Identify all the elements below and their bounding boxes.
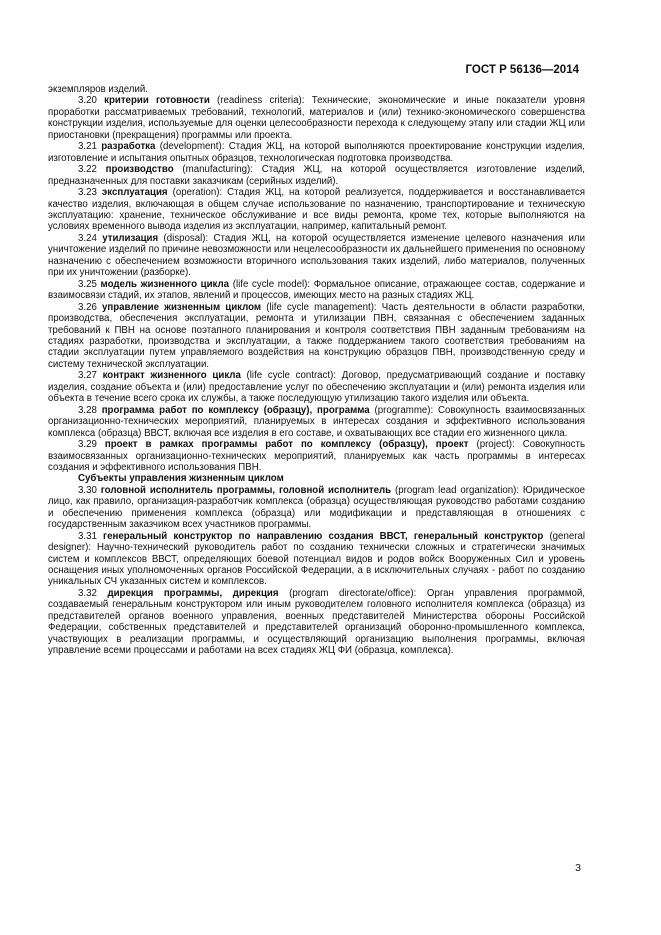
continuation-text: экземпляров изделий. xyxy=(48,84,148,95)
term-name: критерии готовности xyxy=(104,95,210,107)
term-number: 3.28 xyxy=(78,404,97,416)
term-definition xyxy=(48,439,585,473)
term-definition xyxy=(48,485,585,531)
term-text: (manufacturing): Стадия ЖЦ, на которой осуществляется изготовление изделий, предназначенных для поставки заказчикам (серийных изделий). xyxy=(48,164,585,187)
term-name: проект в рамках программы работ по комплексу (образцу), проект xyxy=(104,439,469,451)
term-name: производство xyxy=(105,164,174,176)
term-number: 3.21 xyxy=(78,141,97,153)
term-name: разработка xyxy=(101,141,156,153)
term-text: (program lead organization): Юридическое лицо, как правило, организация-разработчик комплекса (образца) осуществляющая руководство работами созданию и обеспечению применения комплекса (образца) или модификации и представляющая в отношениях с государственным заказчиком всех участников программы. xyxy=(48,484,585,531)
term-text: (operation): Стадия ЖЦ, на которой реализуется, поддерживается и восстанавливается качество изделия, включающая в общем случае использование по назначению, транспортирование и техническую эксплуатацию: хранение, техническое обслуживание и все виды ремонта, кроме тех, которые выполняются на условиях временного вывода изделия из эксплуатации, например, капитальный ремонт. xyxy=(48,187,585,233)
term-number: 3.30 xyxy=(78,484,97,496)
term-number: 3.27 xyxy=(78,370,97,382)
term-name: эксплуатация xyxy=(101,187,168,199)
terms-list-b xyxy=(48,485,585,657)
term-text: (life cycle contract): Договор, предусматривающий создание и поставку изделия, создание объекта и (или) предоставление услуг по обеспечению эксплуатации и (или) ремонта изделия или объекта в течение всего срока их службы, а также последующую утилизацию такого изделия или объекта. xyxy=(48,370,585,405)
document-body xyxy=(48,84,585,657)
term-definition xyxy=(48,141,585,164)
term-text: (life cycle management): Часть деятельности в области разработки, производства, обеспечения эксплуатации, ремонта и утилизации ПВН, связанная с обеспечением заданных требований к ПВН на основе поэтапного планирования и контроля соответствия ПВН заданным требованиям на стадиях разработки, производства и эксплуатации, а также поддержанием такого соответствия требованиям на стадии эксплуатации путем управляемого воздействия на конструкцию образцов ПВН, производственную среду и систему технической эксплуатации. xyxy=(48,301,585,370)
term-number: 3.29 xyxy=(78,439,97,451)
term-name: модель жизненного цикла xyxy=(100,278,230,290)
term-definition xyxy=(48,164,585,187)
term-text: (readiness criteria): Технические, экономические и иные показатели уровня проработки рассматриваемых требований, технологий, материалов и (или) технико-экономического совершенства конструкции изделия, используемые для оценки целесообразности перехода к следующему этапу или стадии ЖЦ или приостановки (прекращения) программы или проекта. xyxy=(48,95,585,141)
term-number: 3.25 xyxy=(78,278,97,290)
term-text: (programme): Совокупность взаимосвязанных организационно-технических мероприятий, планируемых в интересах создания и эффективного использования комплекса (образца) ВВСТ, включая все изделия в его составе, и охватывающих все стадии его жизненного цикла. xyxy=(48,404,585,439)
term-text: (program directorate/office): Орган управления программой, создаваемый генеральным конструктором или иным руководителем головного исполнителя комплекса (образца) из представителей органов военного управления, военных представителей Министерства обороны Российской Федерации, собственных представителей и представителей организаций оборонно-промышленного комплекса, участвующих в реализации программы, и осуществляющий организацию выполнения программы, включая управление всеми процессами и работами на всех стадиях ЖЦ ФИ (образца, комплекса). xyxy=(48,587,585,657)
term-definition xyxy=(48,531,585,588)
term-name: программа работ по комплексу (образцу), программа xyxy=(101,404,370,416)
term-definition xyxy=(48,588,585,657)
term-number: 3.26 xyxy=(78,301,97,313)
page-number: 3 xyxy=(575,862,581,874)
term-name: головной исполнитель программы, головной исполнитель xyxy=(100,484,392,496)
standard-designation: ГОСТ Р 56136—2014 xyxy=(465,64,579,76)
term-definition xyxy=(48,187,585,233)
term-text: (general designer): Научно-технический руководитель работ по созданию технически сложных и стратегически значимых систем и комплексов ВВСТ, определяющих боевой потенциал видов и родов войск Вооруженных Сил и уровень оснащения иных уполномоченных органов Российской Федерации, а в исключительных случаях - работ по созданию уникальных СЧ указанных систем и комплексов. xyxy=(48,530,585,588)
term-number: 3.22 xyxy=(78,164,97,176)
term-text: (project): Совокупность взаимосвязанных организационно-технических мероприятий, планируемых как часть программы в интересах создания и эффективного использования ПВН. xyxy=(48,439,586,473)
section-subheading: Субъекты управления жизненным циклом xyxy=(78,473,284,485)
term-number: 3.32 xyxy=(78,587,97,599)
term-number: 3.20 xyxy=(78,95,97,107)
term-definition xyxy=(48,95,585,141)
terms-list-a xyxy=(48,95,585,473)
term-text: (disposal): Стадия ЖЦ, на которой осуществляется изменение целевого назначения или уничтожение изделий по причине невозможности или нецелесообразности их дальнейшего применения по основному назначению с обеспечением возможности вторичного использования таких изделий, либо материалов, полученных при их уничтожении (разборке). xyxy=(48,232,585,279)
term-name: генеральный конструктор по направлению создания ВВСТ, генеральный конструктор xyxy=(103,530,544,542)
term-definition xyxy=(48,302,585,371)
term-number: 3.24 xyxy=(78,232,97,244)
term-text: (development): Стадия ЖЦ, на которой выполняются проектирование конструкции изделия, изготовление и испытания опытных образцов, технологическая подготовка производства. xyxy=(48,141,585,164)
term-name: контракт жизненного цикла xyxy=(102,370,241,382)
term-number: 3.23 xyxy=(78,187,97,199)
term-name: управление жизненным циклом xyxy=(101,301,262,313)
term-number: 3.31 xyxy=(78,530,97,542)
term-definition xyxy=(48,405,585,439)
term-definition xyxy=(48,370,585,404)
term-definition xyxy=(48,279,585,302)
term-name: дирекция программы, дирекция xyxy=(107,587,279,599)
term-name: утилизация xyxy=(102,232,159,244)
term-definition xyxy=(48,233,585,279)
term-text: (life cycle model): Формальное описание, отражающее состав, содержание и взаимосвязи стадий, их этапов, явлений и процессов, имеющих место на разных стадиях ЖЦ. xyxy=(48,278,586,302)
